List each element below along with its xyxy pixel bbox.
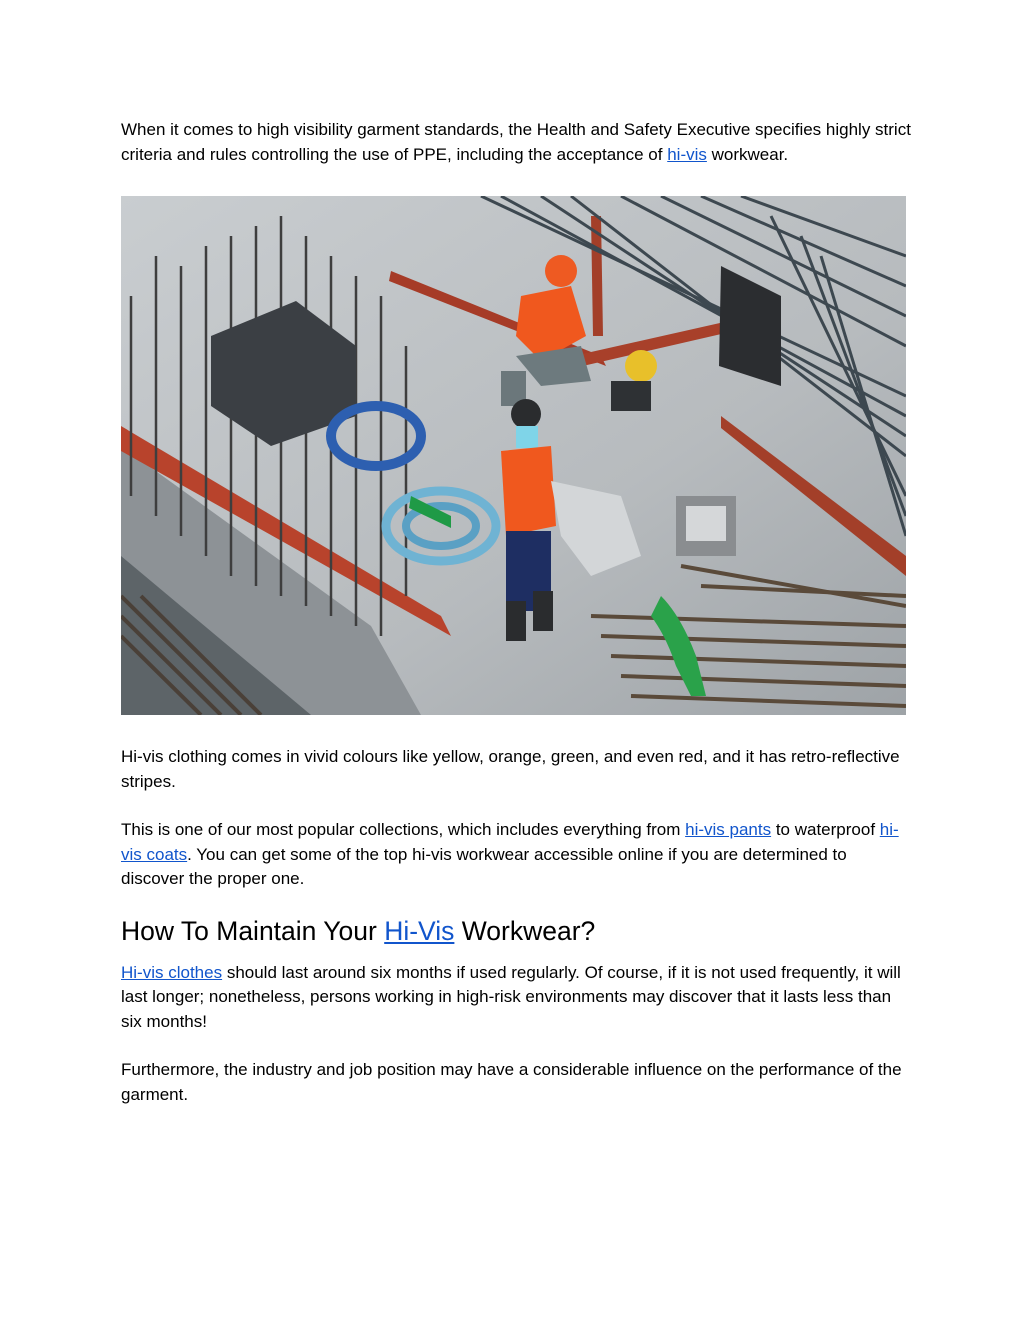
hi-vis-clothes-link[interactable]: Hi-vis clothes [121,962,223,982]
section-heading [121,914,911,948]
hi-vis-coats-link[interactable]: hi-vis coats [121,820,899,864]
heading-text: How To Maintain Your [121,915,385,946]
hi-vis-pants-link[interactable]: hi-vis pants [685,820,772,839]
maintain-paragraph [121,961,911,1035]
intro-text: When it comes to high visibility garment standards, the Health and Safety Executive specifies highly strict criteria and rules controlling the use of PPE, including the acceptance of [121,120,911,164]
collection-text: to waterproof [771,820,880,839]
collection-paragraph [121,818,911,892]
construction-workers-photo [121,196,906,715]
heading-hi-vis-link[interactable]: Hi-Vis [384,915,455,946]
document-page [121,118,911,1107]
hi-vis-link[interactable]: hi-vis [667,144,707,164]
intro-paragraph [121,118,911,167]
maintain-text: should last around six months if used regularly. Of course, if it is not used frequently, it will last longer; nonetheless, persons working in high-risk environments may discover that it lasts less than six months! [121,962,901,1031]
colours-paragraph: Hi-vis clothing comes in vivid colours like yellow, orange, green, and even red, and it has retro-reflective stripes. [121,747,900,791]
collection-text: . You can get some of the top hi-vis workwear accessible online if you are determined to discover the proper one. [121,844,847,888]
intro-text-end: workwear. [706,144,789,164]
collection-text: This is one of our most popular collections, which includes everything from [121,820,686,839]
industry-paragraph: Furthermore, the industry and job position may have a considerable influence on the performance of the garment. [121,1060,902,1104]
heading-text-end: Workwear? [454,915,596,946]
